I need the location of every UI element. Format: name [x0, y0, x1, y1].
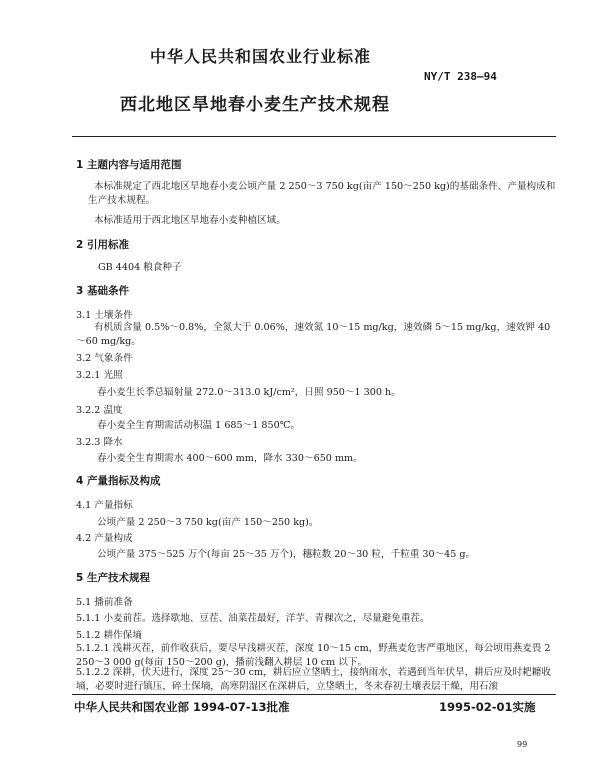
bottom-rule — [72, 694, 556, 695]
section-4-2-heading: 4.2 产量构成 — [76, 533, 133, 544]
document-title: 西北地区旱地春小麦生产技术规程 — [120, 95, 390, 115]
section-3-1-heading: 3.1 土壤条件 — [76, 310, 133, 321]
section-3-2-2-heading: 3.2.2 温度 — [76, 405, 123, 416]
section-3-2-2-paragraph: 春小麦全生育期需活动积温 1 685～1 850℃。 — [97, 420, 301, 431]
section-1-heading: 1 主题内容与适用范围 — [76, 159, 182, 171]
section-3-2-3-paragraph: 春小麦全生育期需水 400～600 mm，降水 330～650 mm。 — [97, 453, 363, 464]
section-5-1-2-1-paragraph: 5.1.2.1 浅耕灭茬，前作收获后，要尽早浅耕灭茬，深度 10～15 cm，野燕麦危害严重地区，每公顷用燕麦畏 2 250～3 000 g(每亩 150～200 g)，播前浅翻入耕层 10 cm 以下。 — [76, 643, 551, 668]
section-5-1-2-2-paragraph: 5.1.2.2 深耕，伏天进行，深度 25～30 cm，耕后应立垡晒土，接纳雨水，若遇到当年伏旱，耕后应及时耙耱收墒，必要时进行镇压，碎土保墒，高寒阴湿区在深耕后，立垡晒土，冬末春初土壤表层干燥，用石滚 — [76, 667, 551, 692]
top-rule — [72, 136, 556, 137]
section-3-heading: 3 基础条件 — [76, 285, 129, 297]
section-4-2-paragraph: 公顷产量 375～525 万个(每亩 25～35 万个)，穗粒数 20～30 粒，千粒重 30～45 g。 — [97, 549, 476, 560]
section-1-paragraph-2: 本标准适用于西北地区旱地春小麦种植区域。 — [94, 215, 286, 226]
section-3-1-paragraph: 有机质含量 0.5%～0.8%，全氮大于 0.06%，速效氮 10～15 mg/kg，速效磷 5～15 mg/kg，速效钾 40～60 mg/kg。 — [76, 322, 551, 347]
section-2-paragraph: GB 4404 粮食种子 — [98, 262, 182, 273]
section-4-1-paragraph: 公顷产量 2 250～3 750 kg(亩产 150～250 kg)。 — [97, 517, 319, 528]
standard-code: NY/T 238—94 — [424, 70, 497, 83]
section-2-heading: 2 引用标准 — [76, 239, 129, 251]
section-3-2-1-heading: 3.2.1 光照 — [76, 370, 123, 381]
page-number: 99 — [517, 740, 528, 749]
section-5-1-heading: 5.1 播前准备 — [76, 597, 133, 608]
section-4-heading: 4 产量指标及构成 — [76, 475, 161, 487]
standard-name: 中华人民共和国农业行业标准 — [150, 47, 372, 66]
section-5-1-2-heading: 5.1.2 耕作保墒 — [76, 630, 142, 641]
section-4-1-heading: 4.1 产量指标 — [76, 500, 133, 511]
effective-date: 1995-02-01实施 — [439, 700, 536, 714]
section-1-paragraph-1: 本标准规定了西北地区旱地春小麦公顷产量 2 250～3 750 kg(亩产 150～250 kg)的基础条件、产量构成和生产技术规程。 — [88, 181, 556, 206]
section-3-2-1-paragraph: 春小麦生长季总辐射量 272.0～313.0 kJ/cm²，日照 950～1 300 h。 — [97, 387, 401, 398]
section-5-1-1-paragraph: 5.1.1 小麦前茬。选择歇地、豆茬、油菜茬最好，洋芋、青稞次之，尽量避免重茬。 — [76, 613, 430, 624]
section-3-2-3-heading: 3.2.3 降水 — [76, 437, 123, 448]
approval-line: 中华人民共和国农业部 1994-07-13批准 — [74, 700, 290, 714]
section-3-2-heading: 3.2 气象条件 — [76, 353, 133, 364]
section-5-heading: 5 生产技术规程 — [76, 572, 150, 584]
